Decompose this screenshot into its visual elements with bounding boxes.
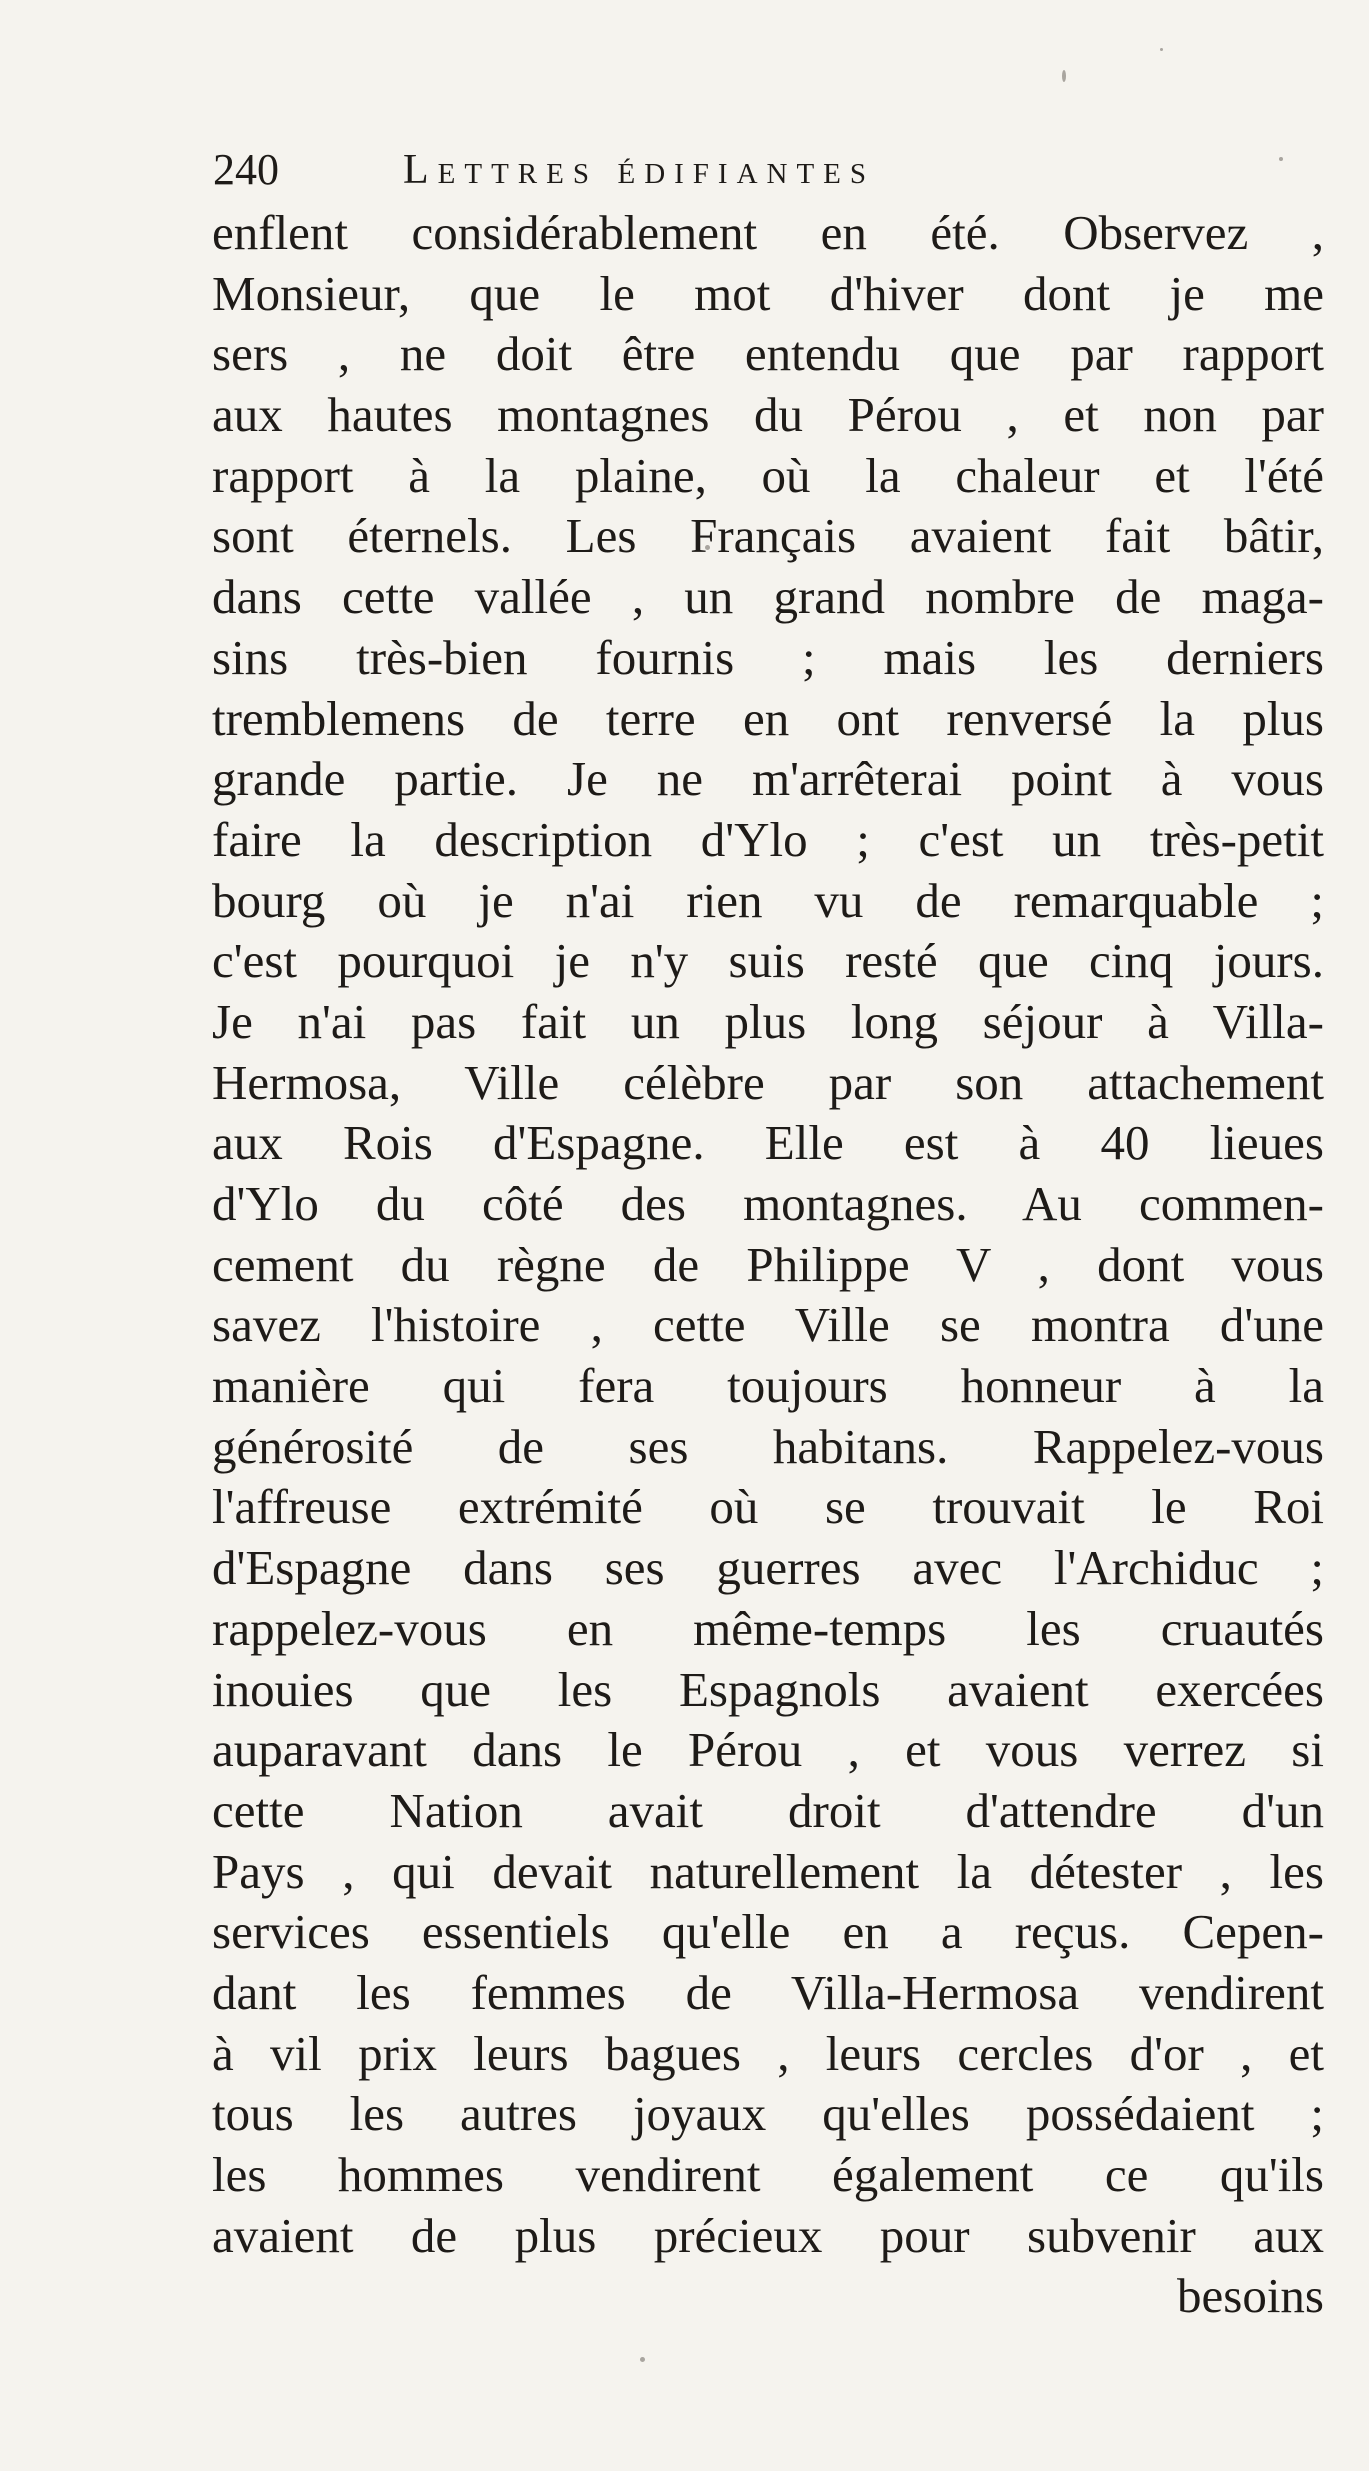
running-title: Lettres édifiantes: [403, 147, 876, 193]
text-line: rapport à la plaine, où la chaleur et l'été: [212, 447, 1324, 503]
text-line: inouies que les Espagnols avaient exercées: [212, 1661, 1324, 1717]
text-line: avaient de plus précieux pour subvenir aux: [212, 2207, 1324, 2263]
catchword: besoins: [1177, 2268, 1324, 2324]
text-line: cette Nation avait droit d'attendre d'un: [212, 1782, 1324, 1838]
ink-speck: [1062, 70, 1066, 82]
text-line: à vil prix leurs bagues , leurs cercles d'or , et: [212, 2025, 1324, 2081]
text-line: aux Rois d'Espagne. Elle est à 40 lieues: [212, 1115, 1324, 1171]
text-line: d'Ylo du côté des montagnes. Au commen-: [212, 1176, 1324, 1231]
text-line: manière qui fera toujours honneur à la: [212, 1358, 1324, 1414]
ink-speck: [640, 2357, 645, 2362]
text-line: cement du règne de Philippe V , dont vous: [212, 1236, 1324, 1292]
body-text: [212, 203, 1324, 2327]
text-line: les hommes vendirent également ce qu'ils: [212, 2147, 1324, 2202]
text-line: dant les femmes de Villa-Hermosa vendirent: [212, 1964, 1324, 2020]
text-line: Pays , qui devait naturellement la détester , les: [212, 1843, 1324, 1899]
text-line: grande partie. Je ne m'arrêterai point à vous: [212, 751, 1324, 807]
text-line: tous les autres joyaux qu'elles possédaient ;: [212, 2086, 1324, 2142]
text-line: sont éternels. Les Français avaient fait bâtir,: [212, 508, 1324, 564]
text-line: tremblemens de terre en ont renversé la plus: [212, 690, 1324, 746]
text-line: enflent considérablement en été. Observez ,: [212, 205, 1324, 260]
text-line: faire la description d'Ylo ; c'est un très-petit: [212, 811, 1324, 867]
text-line: bourg où je n'ai rien vu de remarquable ;: [212, 872, 1324, 928]
text-line: services essentiels qu'elle en a reçus. Cepen-: [212, 1904, 1324, 1960]
text-line: aux hautes montagnes du Pérou , et non par: [212, 387, 1324, 443]
text-line: Je n'ai pas fait un plus long séjour à Villa-: [212, 993, 1324, 1049]
text-line: sers , ne doit être entendu que par rapport: [212, 326, 1324, 382]
page-header: [213, 140, 1133, 200]
text-line: dans cette vallée , un grand nombre de maga-: [212, 569, 1324, 625]
text-line: sins très-bien fournis ; mais les derniers: [212, 629, 1324, 685]
text-line: savez l'histoire , cette Ville se montra d'une: [212, 1297, 1324, 1353]
text-line: Monsieur, que le mot d'hiver dont je me: [212, 265, 1324, 321]
text-line: générosité de ses habitans. Rappelez-vous: [212, 1418, 1324, 1474]
text-line: l'affreuse extrémité où se trouvait le Roi: [212, 1479, 1324, 1535]
text-line: c'est pourquoi je n'y suis resté que cinq jours.: [212, 933, 1324, 989]
text-line: d'Espagne dans ses guerres avec l'Archiduc ;: [212, 1540, 1324, 1596]
text-line: auparavant dans le Pérou , et vous verrez si: [212, 1722, 1324, 1778]
ink-speck: [1160, 48, 1163, 51]
text-line: rappelez-vous en même-temps les cruautés: [212, 1600, 1324, 1656]
text-line: Hermosa, Ville célèbre par son attachement: [212, 1054, 1324, 1110]
ink-speck: [1279, 157, 1283, 161]
page-number: 240: [213, 145, 279, 194]
